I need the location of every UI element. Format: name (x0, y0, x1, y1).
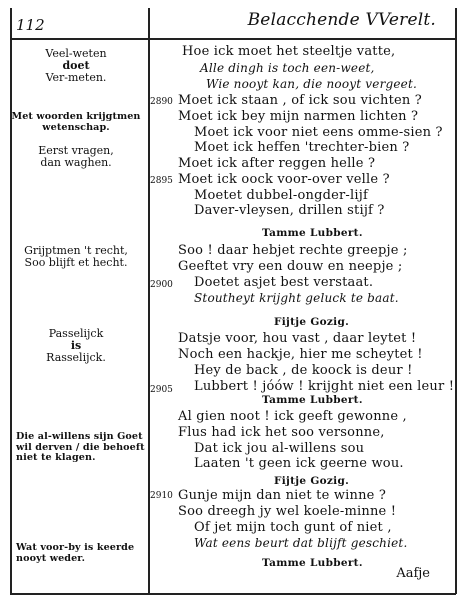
right-rule (455, 8, 457, 594)
speaker-name: Fijtje Gozig. (274, 316, 350, 328)
running-title: Belacchende VVerelt. (247, 10, 436, 30)
speaker-name: Tamme Lubbert. (262, 227, 363, 239)
margin-note-line: wil derven / die behoeft (16, 441, 145, 453)
verse-line: Hey de back , de koock is deur ! (194, 363, 413, 378)
margin-note (6, 145, 146, 169)
margin-note-line: is (70, 339, 82, 352)
verse-line: Moet ick voor niet eens omme-sien ? (194, 125, 443, 140)
page-number: 112 (16, 16, 45, 34)
verse-line: Moet ick staan , of ick sou vichten ? (178, 93, 422, 108)
margin-note-line: Veel-weten (45, 47, 107, 60)
catchword: Aafje (396, 566, 430, 581)
speaker-name: Fijtje Gozig. (274, 475, 350, 487)
top-rule (10, 38, 456, 40)
line-number: 2910 (150, 491, 173, 501)
margin-note (16, 432, 148, 464)
margin-note-line: niet te klagen. (16, 452, 96, 463)
verse-line: Wie nooyt kan, die nooyt vergeet. (206, 77, 418, 91)
verse-line: Gunje mijn dan niet te winne ? (178, 488, 387, 503)
verse-line: Doetet asjet best verstaat. (194, 275, 374, 290)
verse-line: Moet ick after reggen helle ? (178, 156, 376, 171)
line-number: 2890 (150, 97, 173, 107)
verse-line: Alle dingh is toch een-weet, (200, 61, 375, 75)
verse-line: Lubbert ! jóów ! krijght niet een leur ! (194, 379, 455, 394)
speaker-name: Tamme Lubbert. (262, 394, 363, 406)
verse-line: Flus had ick het soo versonne, (178, 425, 385, 440)
margin-note (6, 245, 146, 269)
margin-note (6, 112, 146, 133)
margin-note-line: Die al-willens sijn Goet (16, 431, 143, 442)
margin-note-line: wetenschap. (42, 121, 110, 133)
verse-line: Moet ick heffen 'trechter-bien ? (194, 140, 410, 155)
line-number: 2895 (150, 176, 173, 186)
line-number: 2900 (150, 280, 173, 290)
margin-note-line: Met woorden krijgtmen (11, 111, 141, 122)
bottom-rule (10, 593, 456, 595)
margin-note (6, 328, 146, 364)
verse-line: Al gien noot ! ick geeft gewonne , (178, 409, 407, 424)
margin-note-line: Grijptmen 't recht, (24, 244, 128, 257)
margin-note-line: Eerst vragen, (38, 144, 114, 157)
verse-line: Stoutheyt krijght geluck te baat. (194, 291, 399, 305)
margin-note-line: Wat voor-by is keerde (16, 542, 135, 553)
verse-line: Datsje voor, hou vast , daar leytet ! (178, 331, 417, 346)
margin-note-line: Ver-meten. (45, 71, 107, 84)
verse-line: Geeftet vry een douw en neepje ; (178, 259, 403, 274)
verse-line: Soo dreegh jy wel koele-minne ! (178, 504, 397, 519)
margin-note-line: Soo blijft et hecht. (24, 256, 128, 269)
left-rule (10, 8, 12, 594)
verse-line: Daver-vleysen, drillen stijf ? (194, 203, 385, 218)
margin-note-line: dan waghen. (40, 156, 112, 169)
verse-line: Wat eens beurt dat blijft geschiet. (194, 536, 408, 550)
margin-note (6, 48, 146, 84)
verse-line: Soo ! daar hebjet rechte greepje ; (178, 243, 408, 258)
verse-line: Moet ick oock voor-over velle ? (178, 172, 390, 187)
verse-line: Moet ick bey mijn narmen lichten ? (178, 109, 419, 124)
verse-line: Hoe ick moet het steeltje vatte, (182, 44, 396, 59)
margin-note-line: nooyt weder. (16, 552, 86, 564)
margin-note-line: Passelijck (48, 327, 104, 340)
verse-line: Dat ick jou al-willens sou (194, 441, 365, 456)
line-number: 2905 (150, 385, 173, 395)
margin-divider-rule (148, 8, 150, 594)
verse-line: Moetet dubbel-ongder-lijf (194, 188, 368, 203)
verse-line: Noch een hackje, hier me scheytet ! (178, 347, 423, 362)
margin-note (16, 543, 148, 564)
speaker-name: Tamme Lubbert. (262, 557, 363, 569)
verse-line: Laaten 't geen ick geerne wou. (194, 456, 404, 471)
verse-line: Of jet mijn toch gunt of niet , (194, 520, 392, 535)
margin-note-line: doet (62, 59, 90, 72)
margin-note-line: Rasselijck. (46, 351, 106, 364)
